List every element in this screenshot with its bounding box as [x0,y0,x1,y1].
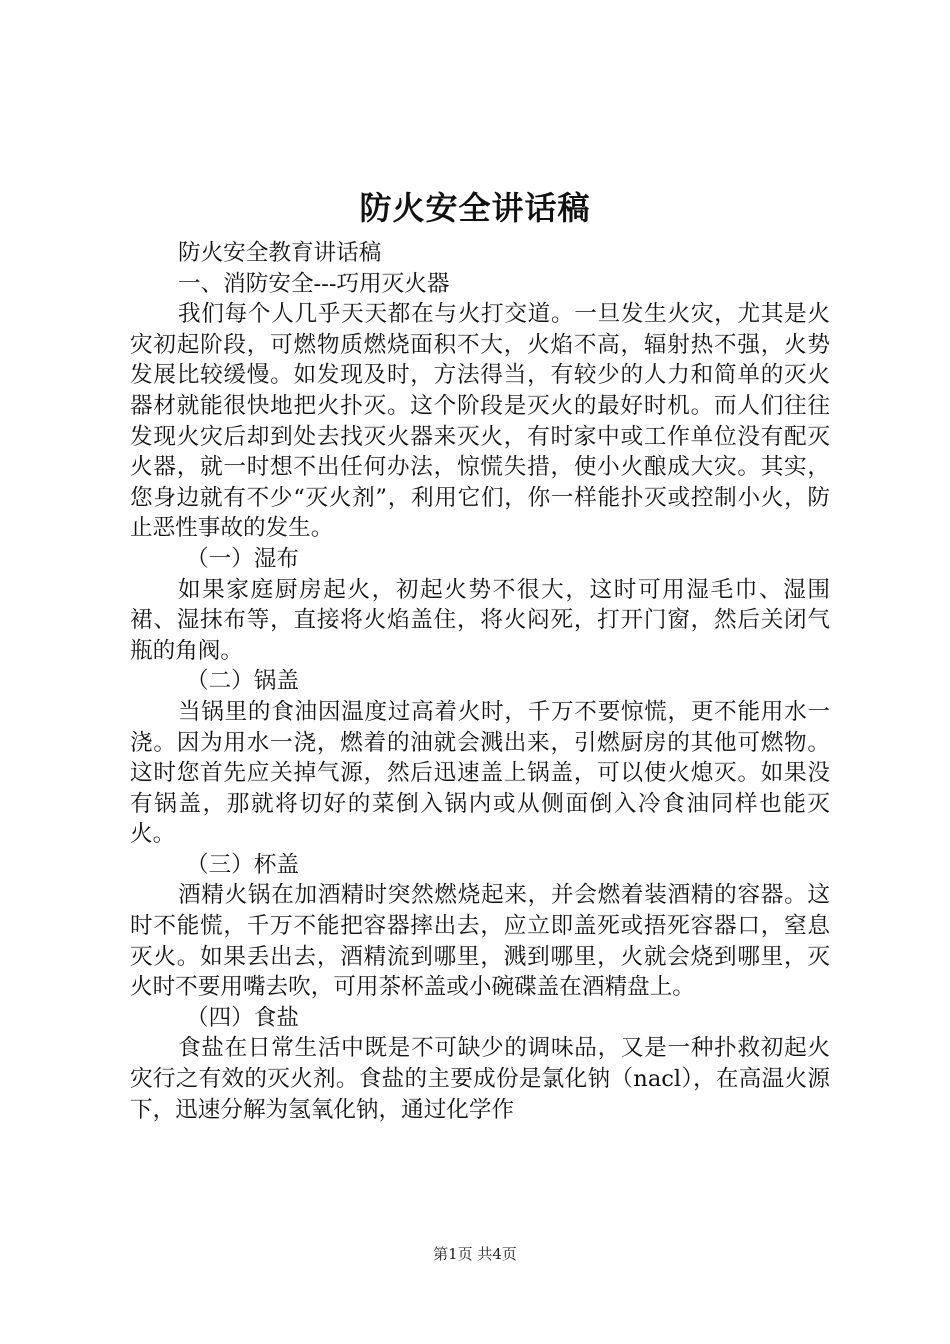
section-subheading: （四）食盐 [186,1004,299,1031]
section-subheading: （三）杯盖 [186,851,299,878]
section-subheading: （一）湿布 [186,545,299,572]
document-body [130,238,830,1125]
body-paragraph: 食盐在日常生活中既是不可缺少的调味品，又是一种扑救初起火灾行之有效的灭火剂。食盐的主要成份是氯化钠（nacl），在高温火源下，迅速分解为氢氧化钠，通过化学作 [130,1035,830,1123]
page-title: 防火安全讲话稿 [359,189,591,227]
page-footer: 第1页 共4页 [433,1245,517,1263]
body-paragraph: 当锅里的食油因温度过高着火时，千万不要惊慌，更不能用水一浇。因为用水一浇，燃着的油就会溅出来，引燃厨房的其他可燃物。这时您首先应关掉气源，然后迅速盖上锅盖，可以使火熄灭。如果没有锅盖，那就将切好的菜倒入锅内或从侧面倒入冷食油同样也能灭火。 [130,698,830,848]
section-heading: 防火安全教育讲话稿 [178,240,382,266]
section-heading: 一、消防安全---巧用灭火器 [178,270,450,297]
body-paragraph: 我们每个人几乎天天都在与火打交道。一旦发生火灾，尤其是火灾初起阶段，可燃物质燃烧面积不大，火焰不高，辐射热不强，火势发展比较缓慢。如发现及时，方法得当，有较少的人力和简单的灭火器材就能很快地把火扑灭。这个阶段是灭火的最好时机。而人们往往发现火灾后却到处去找灭火器来灭火，有时家中或工作单位没有配灭火器，就一时想不出任何办法，惊慌失措，使小火酿成大灾。其实，您身边就有不少“灭火剂”，利用它们，你一样能扑灭或控制小火，防止恶性事故的发生。 [130,301,830,542]
section-subheading: （二）锅盖 [186,668,299,695]
body-paragraph: 酒精火锅在加酒精时突然燃烧起来，并会燃着装酒精的容器。这时不能慌，千万不能把容器摔出去，应立即盖死或捂死容器口，窒息灭火。如果丢出去，酒精流到哪里，溅到哪里，火就会烧到哪里，灭火时不要用嘴去吹，可用茶杯盖或小碗碟盖在酒精盘上。 [130,882,830,1001]
body-paragraph: 如果家庭厨房起火，初起火势不很大，这时可用湿毛巾、湿围裙、湿抹布等，直接将火焰盖住，将火闷死，打开门窗，然后关闭气瓶的角阀。 [130,576,830,664]
